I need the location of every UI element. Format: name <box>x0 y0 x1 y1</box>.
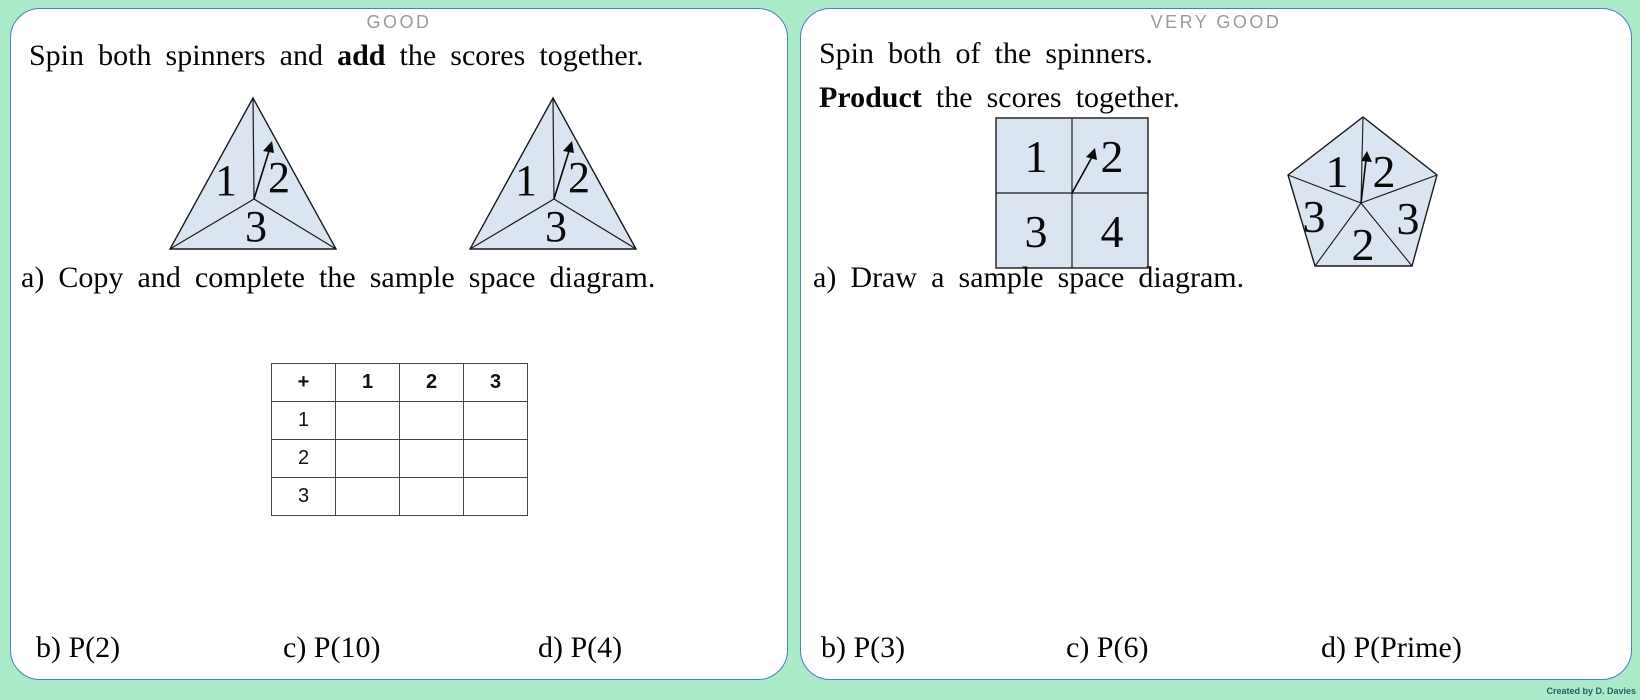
spinner-sector-label: 2 <box>1100 131 1124 182</box>
spinner-sector-label: 2 <box>1372 146 1396 197</box>
table-cell-empty <box>464 440 528 478</box>
table-header-cell: 2 <box>400 364 464 402</box>
question-b-left: b) P(2) <box>36 631 121 664</box>
question-c-left: c) P(10) <box>283 631 381 664</box>
table-header-cell: 3 <box>464 364 528 402</box>
question-d-right: d) P(Prime) <box>1321 631 1462 664</box>
table-header-cell: + <box>272 364 336 402</box>
pentagon-spinner <box>1286 115 1439 268</box>
credit-text: Created by D. Davies <box>1546 686 1636 696</box>
question-d-left: d) P(4) <box>538 631 623 664</box>
instruction-line1: Spin both of the spinners. <box>819 37 1153 70</box>
question-b-right: b) P(3) <box>821 631 906 664</box>
spinner-sector-label: 2 <box>568 153 590 202</box>
panel-very-good <box>800 8 1632 680</box>
table-header-cell: 1 <box>336 364 400 402</box>
table-cell-empty <box>400 478 464 516</box>
spinner-sector-label: 1 <box>215 156 237 205</box>
table-row <box>272 440 528 478</box>
table-cell-empty <box>336 478 400 516</box>
panel-good <box>10 8 788 680</box>
instruction-pre: Spin both spinners and <box>29 39 338 72</box>
triangle-spinner-1 <box>166 95 340 255</box>
instruction-bold-word: add <box>337 39 386 72</box>
spinner-sector-label: 1 <box>1325 146 1349 197</box>
instruction-bold-word: Product <box>819 81 922 114</box>
spinner-sector-label: 3 <box>545 202 567 251</box>
table-row-label: 1 <box>272 402 336 440</box>
sample-space-table <box>271 363 528 516</box>
table-header-row <box>272 364 528 402</box>
table-cell-empty <box>464 478 528 516</box>
part-a-right: a) Draw a sample space diagram. <box>813 261 1245 294</box>
table-cell-empty <box>400 402 464 440</box>
part-a-left: a) Copy and complete the sample space diagram. <box>21 261 656 294</box>
square-spinner <box>995 117 1149 269</box>
table-row-label: 3 <box>272 478 336 516</box>
spinner-sector-label: 3 <box>1396 193 1420 244</box>
instruction-post: the scores together. <box>921 81 1180 114</box>
table-cell-empty <box>464 402 528 440</box>
instruction-post: the scores together. <box>385 39 644 72</box>
panel-very-good-title: VERY GOOD <box>1150 12 1282 32</box>
table-cell-empty <box>400 440 464 478</box>
table-cell-empty <box>336 440 400 478</box>
question-c-right: c) P(6) <box>1066 631 1149 664</box>
spinner-sector-label: 2 <box>1351 219 1375 268</box>
spinner-sector-label: 3 <box>245 202 267 251</box>
table-cell-empty <box>336 402 400 440</box>
panel-good-title: GOOD <box>366 12 432 32</box>
spinner-sector-label: 1 <box>1024 131 1048 182</box>
table-row <box>272 402 528 440</box>
instruction-line2 <box>819 81 1180 115</box>
triangle-spinner-2 <box>466 95 640 255</box>
spinner-sector-label: 1 <box>515 156 537 205</box>
spinner-sector-label: 3 <box>1302 191 1326 242</box>
spinner-sector-label: 3 <box>1024 206 1048 257</box>
spinner-sector-label: 4 <box>1100 206 1124 257</box>
spinner-sector-label: 2 <box>268 153 290 202</box>
instruction-add <box>29 39 644 73</box>
table-row <box>272 478 528 516</box>
table-row-label: 2 <box>272 440 336 478</box>
